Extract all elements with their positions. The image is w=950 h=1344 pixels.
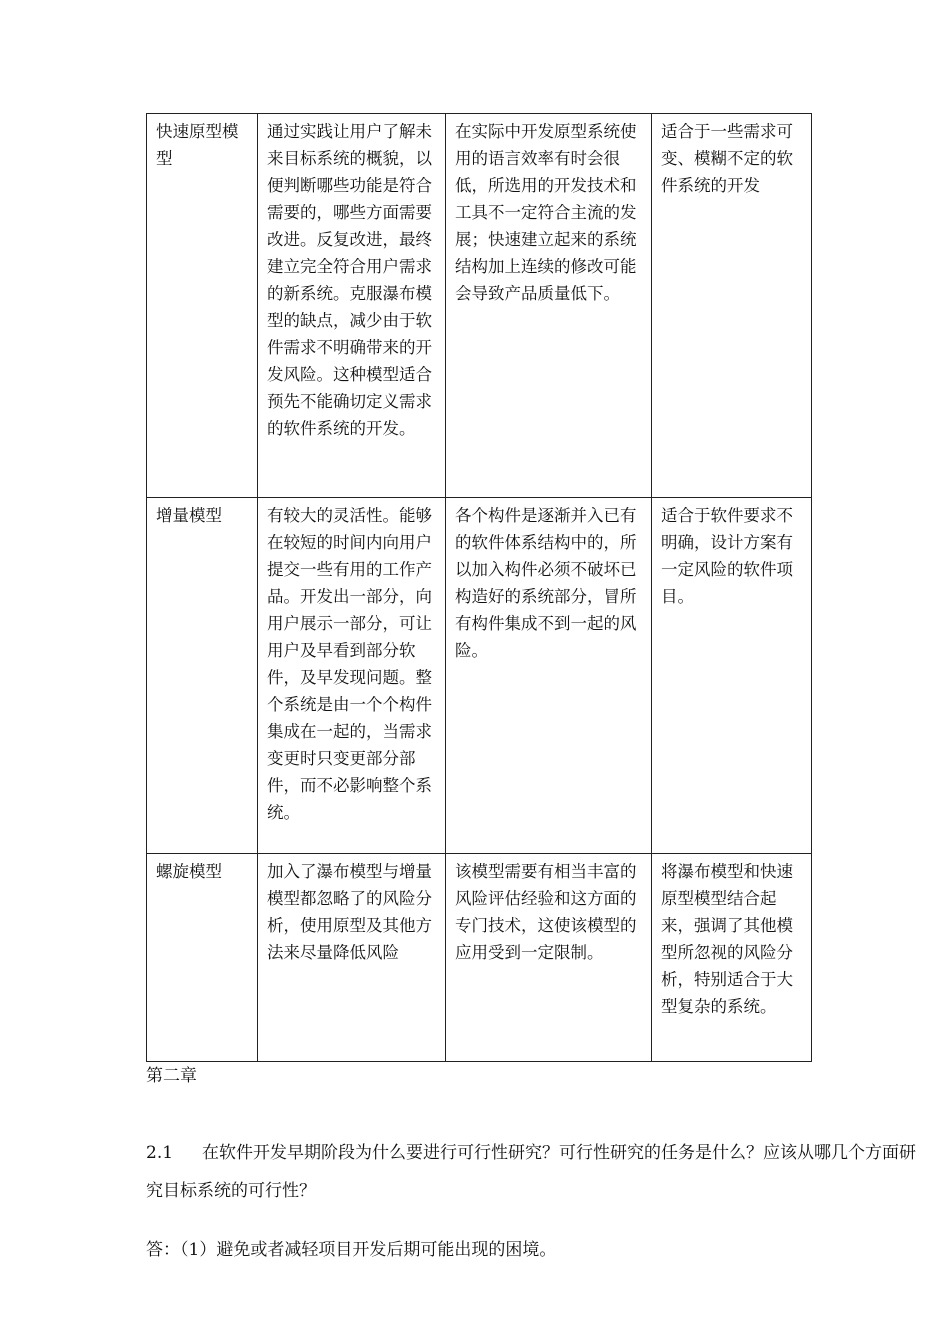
model-name-cell: 快速原型模型 — [147, 114, 258, 498]
disadvantages-cell: 在实际中开发原型系统使用的语言效率有时会很低，所选用的开发技术和工具不一定符合主流的发展；快速建立起来的系统结构加上连续的修改可能会导致产品质量低下。 — [446, 114, 652, 498]
advantages-cell: 通过实践让用户了解未来目标系统的概貌，以便判断哪些功能是符合需要的，哪些方面需要改进。反复改进，最终建立完全符合用户需求的新系统。克服瀑布模型的缺点，减少由于软件需求不明确带来的开发风险。这种模型适合预先不能确切定义需求的软件系统的开发。 — [258, 114, 446, 498]
advantages-cell: 加入了瀑布模型与增量模型都忽略了的风险分析，使用原型及其他方法来尽量降低风险 — [258, 854, 446, 1062]
model-name-cell: 螺旋模型 — [147, 854, 258, 1062]
applicability-cell: 适合于软件要求不明确，设计方案有一定风险的软件项目。 — [652, 498, 812, 854]
question-number: 2.1 — [146, 1143, 174, 1163]
applicability-cell: 将瀑布模型和快速原型模型结合起来，强调了其他模型所忽视的风险分析，特别适合于大型复杂的系统。 — [652, 854, 812, 1062]
chapter-heading: 第二章 — [146, 1066, 197, 1086]
table-row — [147, 114, 812, 498]
table-row — [147, 498, 812, 854]
question-paragraph — [146, 1134, 916, 1210]
question-text: 在软件开发早期阶段为什么要进行可行性研究？可行性研究的任务是什么？应该从哪几个方面研究目标系统的可行性？ — [146, 1143, 916, 1201]
answer-item: （1）避免或者减轻项目开发后期可能出现的困境。 — [180, 1240, 557, 1260]
model-name-cell: 增量模型 — [147, 498, 258, 854]
applicability-cell: 适合于一些需求可变、模糊不定的软件系统的开发 — [652, 114, 812, 498]
answer-paragraph — [146, 1237, 556, 1263]
table-row — [147, 854, 812, 1062]
model-comparison-table — [146, 113, 812, 1062]
disadvantages-cell: 该模型需要有相当丰富的风险评估经验和这方面的专门技术，这使该模型的应用受到一定限制。 — [446, 854, 652, 1062]
disadvantages-cell: 各个构件是逐渐并入已有的软件体系结构中的，所以加入构件必须不破坏已构造好的系统部分，冒所有构件集成不到一起的风险。 — [446, 498, 652, 854]
advantages-cell: 有较大的灵活性。能够在较短的时间内向用户提交一些有用的工作产品。开发出一部分，向用户展示一部分，可让用户及早看到部分软件，及早发现问题。整个系统是由一个个构件集成在一起的，当需求变更时只变更部分部件，而不必影响整个系统。 — [258, 498, 446, 854]
answer-prefix: 答： — [146, 1240, 180, 1260]
